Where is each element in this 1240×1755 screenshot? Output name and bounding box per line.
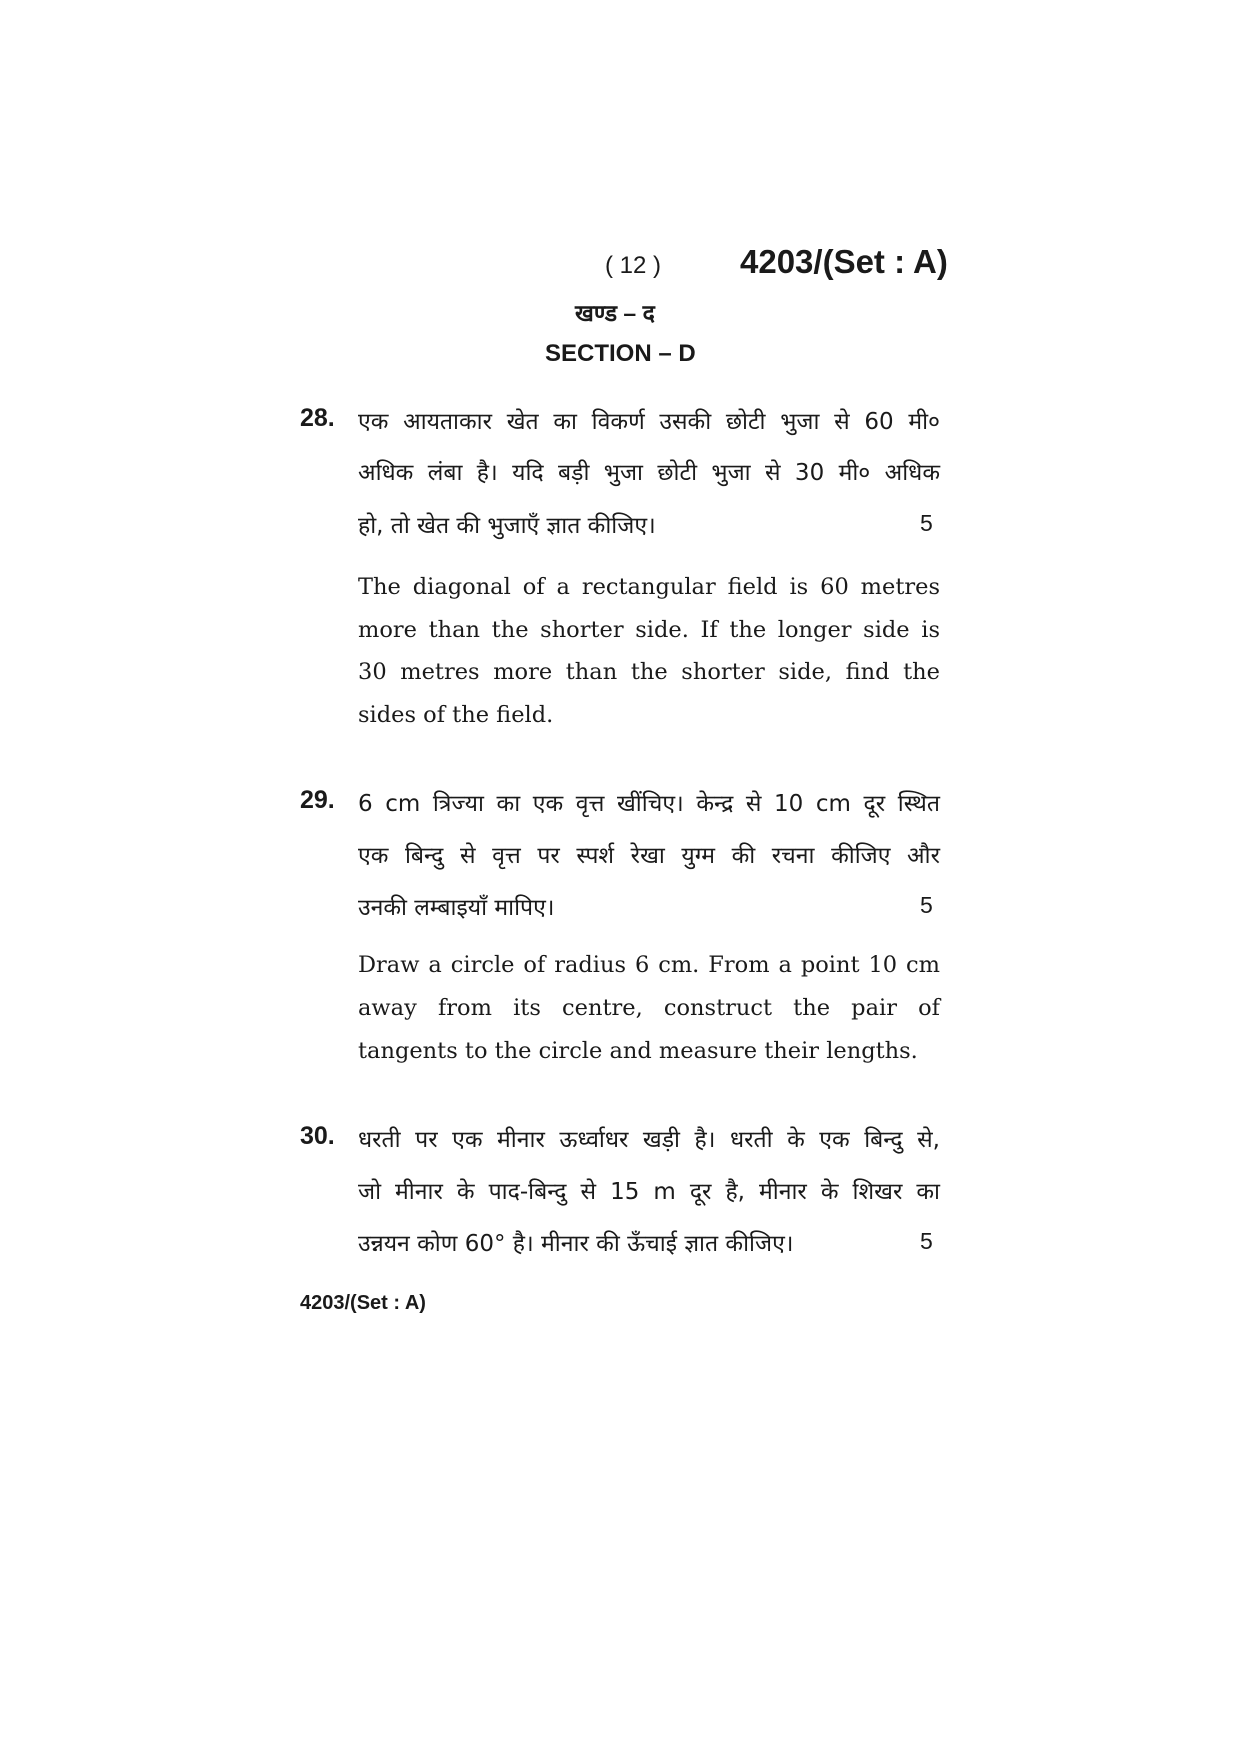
question-number: 30.: [300, 1122, 335, 1150]
question-text-english-line: more than the shorter side. If the longer side is: [358, 617, 940, 643]
paper-code-header: 4203/(Set : A): [740, 243, 948, 280]
question-text-hindi-line: एक आयताकार खेत का विकर्ण उसकी छोटी भुजा से 60 मी०: [358, 409, 940, 435]
section-title-english: SECTION – D: [545, 340, 696, 367]
question-text-hindi-line: जो मीनार के पाद-बिन्दु से 15 m दूर है, मीनार के शिखर का: [358, 1179, 940, 1205]
question-text-english-line: 30 metres more than the shorter side, find the: [358, 659, 940, 685]
question-text-hindi-line: उनकी लम्बाइयाँ मापिए।: [358, 895, 555, 921]
question-number: 28.: [300, 404, 335, 432]
marks: 5: [920, 510, 933, 536]
question-text-hindi-line: उन्नयन कोण 60° है। मीनार की ऊँचाई ज्ञात कीजिए।: [358, 1231, 794, 1257]
marks: 5: [920, 892, 933, 918]
question-text-english-line: tangents to the circle and measure their lengths.: [358, 1038, 918, 1064]
question-number: 29.: [300, 786, 335, 814]
section-title-hindi: खण्ड – द: [575, 300, 655, 326]
question-text-english-line: sides of the field.: [358, 702, 554, 728]
question-text-hindi-line: हो, तो खेत की भुजाएँ ज्ञात कीजिए।: [358, 513, 656, 539]
question-text-hindi-line: 6 cm त्रिज्या का एक वृत्त खींचिए। केन्द्र से 10 cm दूर स्थित: [358, 791, 940, 817]
paper-code-footer: 4203/(Set : A): [300, 1292, 426, 1314]
page-number: ( 12 ): [605, 252, 662, 279]
question-text-hindi-line: अधिक लंबा है। यदि बड़ी भुजा छोटी भुजा से 30 मी० अधिक: [358, 460, 940, 486]
question-text-english-line: Draw a circle of radius 6 cm. From a point 10 cm: [358, 952, 940, 978]
question-text-english-line: away from its centre, construct the pair of: [358, 995, 940, 1021]
question-text-english-line: The diagonal of a rectangular field is 60 metres: [358, 574, 940, 600]
question-text-hindi-line: एक बिन्दु से वृत्त पर स्पर्श रेखा युग्म की रचना कीजिए और: [358, 843, 940, 869]
marks: 5: [920, 1228, 933, 1254]
question-text-hindi-line: धरती पर एक मीनार ऊर्ध्वाधर खड़ी है। धरती के एक बिन्दु से,: [358, 1127, 940, 1153]
